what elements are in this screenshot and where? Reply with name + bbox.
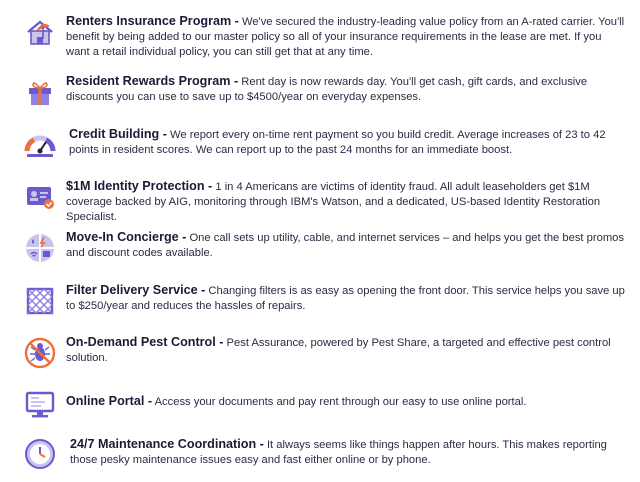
item-text: [66, 14, 626, 60]
item-description: Changing filters is as easy as opening the front door. This service helps you save up to $250/year and reduces the hassles of repairs.: [66, 285, 625, 312]
no-bugs-icon: [22, 335, 58, 371]
clock-icon: [22, 436, 58, 472]
item-title: $1M Identity Protection -: [66, 179, 213, 193]
item-description: Rent day is now rewards day. You'll get cash, gift cards, and exclusive discounts you can use to save up to $4500/year on everyday expenses.: [66, 76, 588, 103]
item-description: Pest Assurance, powered by Pest Share, a targeted and effective pest control solution.: [66, 337, 611, 364]
item-description: 1 in 4 Americans are victims of identity fraud. All adult leaseholders get $1M coverage backed by AIG, monitoring through IBM's Watson, and a dedicated, US-based Identity Restoration Specialist.: [66, 181, 601, 223]
item-title: Move-In Concierge -: [66, 230, 187, 244]
item-title: Filter Delivery Service -: [66, 283, 206, 297]
item-title: Online Portal -: [66, 394, 153, 408]
list-item-credit-building: [0, 127, 640, 175]
item-title: Renters Insurance Program -: [66, 14, 239, 28]
list-item-pest-control: [0, 335, 640, 383]
id-card-icon: [22, 179, 58, 215]
list-item-move-in-concierge: [0, 230, 640, 278]
list-item-online-portal: [0, 386, 640, 434]
item-description: Access your documents and pay rent through our easy to use online portal.: [152, 396, 527, 408]
utilities-icon: [22, 230, 58, 266]
item-text: [66, 335, 626, 366]
list-item-maintenance-coordination: [0, 434, 640, 482]
item-text: [66, 394, 626, 410]
list-item-renters-insurance: [0, 12, 640, 60]
list-item-filter-delivery: [0, 283, 640, 331]
item-title: Credit Building -: [69, 127, 167, 141]
item-description: It always seems like things happen after hours. This makes reporting those pesky maintenance issues easy and fast either online or by phone.: [70, 439, 607, 466]
credit-gauge-icon: [22, 127, 58, 163]
air-filter-icon: [22, 283, 58, 319]
item-text: [66, 283, 626, 314]
item-text: [66, 179, 626, 225]
item-text: [69, 127, 626, 158]
gift-box-icon: [22, 74, 58, 110]
item-description: One call sets up utility, cable, and internet services – and helps you get the best promos and discount codes available.: [66, 232, 624, 259]
computer-monitor-icon: [22, 386, 58, 422]
list-item-resident-rewards: [0, 72, 640, 120]
house-umbrella-icon: [22, 14, 58, 50]
list-item-identity-protection: [0, 179, 640, 227]
item-description: We report every on-time rent payment so you build credit. Average increases of 23 to 42 points in resident scores. We can report up to the past 24 months for an immediate boost.: [69, 129, 606, 156]
item-description: We've secured the industry-leading value policy from an A-rated carrier. You'll benefit by being added to our master policy so all of your insurance requirements in the lease are met. If you want a retail individual policy, you can still get that at any time.: [66, 16, 625, 58]
item-text: [66, 230, 626, 261]
item-text: [66, 74, 626, 105]
item-title: On-Demand Pest Control -: [66, 335, 224, 349]
item-title: Resident Rewards Program -: [66, 74, 239, 88]
item-text: [70, 437, 626, 468]
item-title: 24/7 Maintenance Coordination -: [70, 437, 264, 451]
